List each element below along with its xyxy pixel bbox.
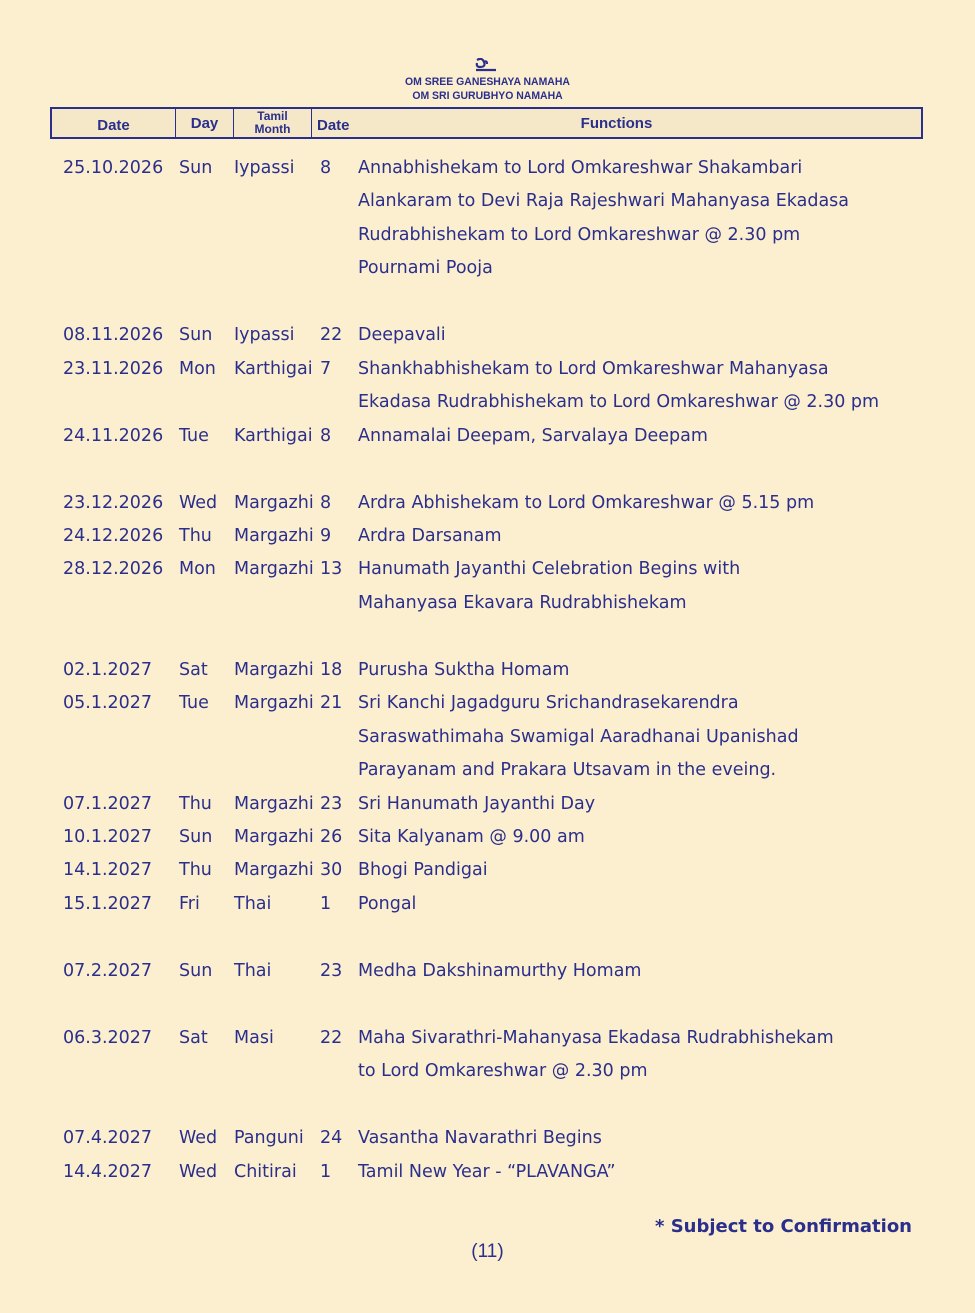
event-function-text: Tamil New Year - “PLAVANGA” bbox=[358, 1161, 616, 1182]
event-function-text: Pongal bbox=[358, 893, 417, 914]
event-tamil-month: Karthigai bbox=[234, 425, 313, 446]
event-tamil-date: 8 bbox=[320, 492, 332, 513]
event-tamil-month: Margazhi bbox=[234, 492, 314, 513]
event-tamil-month: Panguni bbox=[234, 1128, 304, 1149]
event-function-text: Purusha Suktha Homam bbox=[358, 659, 570, 680]
event-function-text: Ardra Abhishekam to Lord Omkareshwar @ 5.15 pm bbox=[358, 492, 815, 513]
event-tamil-date: 23 bbox=[320, 960, 343, 981]
event-day: Mon bbox=[179, 358, 216, 379]
event-function-text: Deepavali bbox=[358, 325, 446, 346]
event-tamil-date: 22 bbox=[320, 325, 343, 346]
event-tamil-month: Margazhi bbox=[234, 559, 314, 580]
header-date: Date bbox=[52, 109, 176, 137]
header-tamil-date: Date bbox=[317, 116, 350, 134]
event-function-text: Rudrabhishekam to Lord Omkareshwar @ 2.30 pm bbox=[358, 224, 801, 245]
event-day: Thu bbox=[179, 860, 212, 881]
event-function-text: Annabhishekam to Lord Omkareshwar Shakambari bbox=[358, 158, 803, 178]
event-date: 07.1.2027 bbox=[63, 793, 153, 814]
event-day: Sun bbox=[179, 158, 213, 178]
event-function-text: Sri Hanumath Jayanthi Day bbox=[358, 793, 596, 814]
event-day: Wed bbox=[179, 1128, 218, 1149]
event-day: Wed bbox=[179, 492, 218, 513]
event-tamil-month: Iypassi bbox=[234, 325, 295, 346]
event-tamil-date: 24 bbox=[320, 1128, 343, 1149]
event-function-text: Hanumath Jayanthi Celebration Begins with bbox=[358, 559, 741, 580]
event-tamil-month: Masi bbox=[234, 1027, 274, 1048]
event-day: Sun bbox=[179, 325, 213, 346]
event-function-text: Sita Kalyanam @ 9.00 am bbox=[358, 827, 585, 847]
event-date: 23.11.2026 bbox=[63, 358, 164, 379]
event-tamil-date: 26 bbox=[320, 827, 343, 847]
event-day: Tue bbox=[179, 693, 209, 714]
event-date: 05.1.2027 bbox=[63, 693, 153, 714]
subject-to-confirmation-note: * Subject to Confirmation bbox=[655, 1216, 912, 1237]
event-day: Thu bbox=[179, 793, 212, 814]
event-function-text: Parayanam and Prakara Utsavam in the eveing. bbox=[358, 760, 777, 781]
event-tamil-date: 8 bbox=[320, 158, 332, 178]
event-date: 25.10.2026 bbox=[63, 158, 164, 178]
event-function-text: Mahanyasa Ekavara Rudrabhishekam bbox=[358, 592, 687, 613]
event-tamil-month: Thai bbox=[234, 893, 272, 914]
event-tamil-date: 9 bbox=[320, 525, 332, 546]
event-tamil-month: Chitirai bbox=[234, 1161, 297, 1182]
page-number: (11) bbox=[471, 1241, 504, 1262]
event-date: 24.12.2026 bbox=[63, 525, 164, 546]
event-tamil-date: 1 bbox=[320, 893, 332, 914]
header-tamil-month bbox=[234, 109, 312, 137]
event-tamil-month: Margazhi bbox=[234, 693, 314, 714]
event-date: 15.1.2027 bbox=[63, 893, 153, 914]
event-function-text: Vasantha Navarathri Begins bbox=[358, 1128, 602, 1149]
event-date: 28.12.2026 bbox=[63, 559, 164, 580]
event-tamil-month: Iypassi bbox=[234, 158, 295, 178]
event-tamil-month: Margazhi bbox=[234, 525, 314, 546]
event-day: Sat bbox=[179, 659, 208, 680]
event-day: Fri bbox=[179, 893, 200, 914]
event-date: 24.11.2026 bbox=[63, 425, 164, 446]
event-date: 14.4.2027 bbox=[63, 1161, 153, 1182]
event-function-text: Pournami Pooja bbox=[358, 258, 493, 279]
event-date: 10.1.2027 bbox=[63, 827, 153, 847]
event-tamil-month: Margazhi bbox=[234, 827, 314, 847]
event-function-text: Annamalai Deepam, Sarvalaya Deepam bbox=[358, 425, 708, 446]
event-date: 06.3.2027 bbox=[63, 1027, 153, 1048]
event-function-text: Saraswathimaha Swamigal Aaradhanai Upanishad bbox=[358, 726, 799, 747]
event-date: 08.11.2026 bbox=[63, 325, 164, 346]
event-function-text: Alankaram to Devi Raja Rajeshwari Mahanyasa Ekadasa bbox=[358, 191, 850, 212]
event-tamil-month: Thai bbox=[234, 960, 272, 981]
event-function-text: to Lord Omkareshwar @ 2.30 pm bbox=[358, 1061, 648, 1082]
event-function-text: Ekadasa Rudrabhishekam to Lord Omkareshwar @ 2.30 pm bbox=[358, 392, 880, 413]
event-function-text: Bhogi Pandigai bbox=[358, 860, 488, 881]
event-day: Sat bbox=[179, 1027, 208, 1048]
event-tamil-date: 23 bbox=[320, 793, 343, 814]
event-function-text: Maha Sivarathri-Mahanyasa Ekadasa Rudrabhishekam bbox=[358, 1027, 834, 1048]
event-day: Sun bbox=[179, 827, 213, 847]
event-date: 07.2.2027 bbox=[63, 960, 153, 981]
event-date: 14.1.2027 bbox=[63, 860, 153, 881]
header-tamil-month-line2: Month bbox=[254, 122, 291, 136]
event-tamil-date: 13 bbox=[320, 559, 343, 580]
event-function-text: Ardra Darsanam bbox=[358, 525, 502, 546]
event-function-text: Shankhabhishekam to Lord Omkareshwar Mahanyasa bbox=[358, 358, 829, 379]
event-function-text: Medha Dakshinamurthy Homam bbox=[358, 960, 642, 981]
table-header bbox=[50, 107, 923, 139]
event-date: 02.1.2027 bbox=[63, 659, 153, 680]
event-date: 07.4.2027 bbox=[63, 1128, 153, 1149]
event-day: Thu bbox=[179, 525, 212, 546]
event-tamil-date: 8 bbox=[320, 425, 332, 446]
event-tamil-month: Margazhi bbox=[234, 793, 314, 814]
event-day: Mon bbox=[179, 559, 216, 580]
event-tamil-month: Margazhi bbox=[234, 659, 314, 680]
event-date: 23.12.2026 bbox=[63, 492, 164, 513]
event-day: Wed bbox=[179, 1161, 218, 1182]
event-tamil-date: 22 bbox=[320, 1027, 343, 1048]
event-tamil-date: 7 bbox=[320, 358, 332, 379]
header-day: Day bbox=[176, 109, 234, 137]
event-tamil-date: 21 bbox=[320, 693, 343, 714]
event-tamil-date: 1 bbox=[320, 1161, 332, 1182]
event-tamil-month: Margazhi bbox=[234, 860, 314, 881]
mantra-guru: OM SRI GURUBHYO NAMAHA bbox=[412, 90, 563, 102]
header-functions: Functions bbox=[580, 114, 653, 132]
event-tamil-date: 18 bbox=[320, 659, 343, 680]
event-tamil-month: Karthigai bbox=[234, 358, 313, 379]
mantra-ganesha: OM SREE GANESHAYA NAMAHA bbox=[405, 76, 570, 88]
event-day: Sun bbox=[179, 960, 213, 981]
event-tamil-date: 30 bbox=[320, 860, 343, 881]
event-function-text: Sri Kanchi Jagadguru Srichandrasekarendra bbox=[358, 693, 739, 714]
event-day: Tue bbox=[179, 425, 209, 446]
header-tamil-month-line1: Tamil bbox=[257, 109, 288, 123]
om-symbol-icon bbox=[474, 58, 498, 72]
